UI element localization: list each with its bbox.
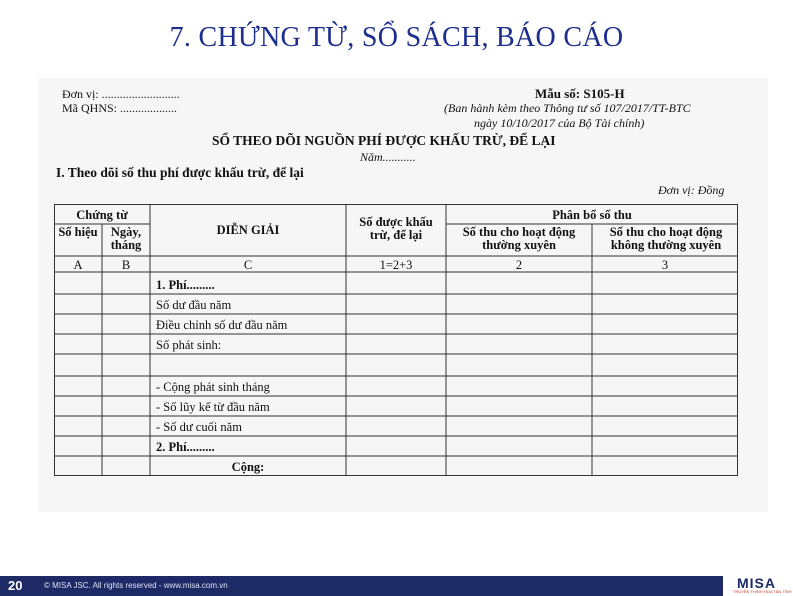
header-so-hieu: Số hiệu (58, 225, 98, 239)
form-number: Mẫu số: S105-H (535, 86, 625, 101)
header-so-duoc-khau-tru: Số được khấu trừ, để lại (359, 215, 433, 243)
currency-unit: Đơn vị: Đồng (658, 183, 725, 197)
code-3: 3 (661, 258, 669, 272)
code-b: B (121, 258, 131, 272)
misa-tagline: TRUYỀN THỊNH HOA TÂN TÌNH (733, 589, 792, 594)
anniversary-logo: 20 (8, 578, 23, 593)
row-label: Điều chỉnh số dư đầu năm (156, 318, 288, 332)
header-ngay-thang: Ngày, tháng (110, 225, 142, 253)
form-year: Năm........... (360, 150, 416, 164)
code-a: A (73, 258, 83, 272)
row-label: Số dư đầu năm (156, 298, 232, 312)
code-2: 2 (515, 258, 523, 272)
footer-bar (0, 576, 793, 596)
form-heading: SỔ THEO DÕI NGUỒN PHÍ ĐƯỢC KHẤU TRỪ, ĐỂ LẠI (212, 133, 556, 148)
header-phan-bo: Phân bổ số thu (552, 208, 632, 222)
header-thuong-xuyen: Số thu cho hoạt động thường xuyên (462, 225, 576, 253)
form-issued-line2: ngày 10/10/2017 của Bộ Tài chính) (474, 116, 645, 130)
form-qhns: Mã QHNS: ................... (62, 101, 178, 115)
row-label: - Cộng phát sinh tháng (156, 380, 270, 394)
row-label: Số phát sinh: (156, 338, 222, 352)
section-heading: I. Theo dõi số thu phí được khấu trừ, để lại (56, 165, 304, 180)
form-unit: Đơn vị: .......................... (62, 87, 180, 101)
row-label: 2. Phí......... (156, 440, 215, 454)
row-label: - Số lũy kế từ đầu năm (156, 400, 270, 414)
header-dien-giai: DIỄN GIẢI (216, 223, 280, 237)
form-issued-line1: (Ban hành kèm theo Thông tư số 107/2017/TT-BTC (444, 101, 691, 115)
code-c: C (243, 258, 253, 272)
header-chung-tu: Chứng từ (76, 208, 128, 222)
misa-logo-text: MISA (737, 575, 776, 591)
slide-title: 7. CHỨNG TỪ, SỔ SÁCH, BÁO CÁO (169, 22, 624, 53)
code-1: 1=2+3 (379, 258, 413, 272)
row-label: - Số dư cuối năm (156, 420, 242, 434)
ledger-table (54, 204, 738, 476)
row-label: 1. Phí......... (156, 278, 215, 292)
header-khong-thuong-xuyen: Số thu cho hoạt động không thường xuyên (609, 225, 723, 253)
misa-logo (723, 572, 793, 596)
row-total-label: Cộng: (231, 460, 265, 474)
footer-copyright: © MISA JSC. All rights reserved - www.misa.com.vn (44, 581, 228, 590)
